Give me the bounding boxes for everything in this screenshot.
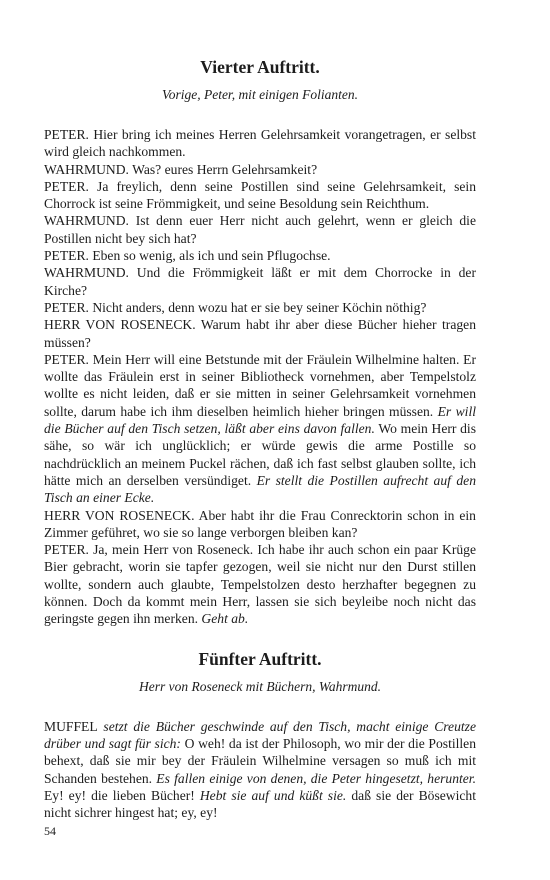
- speaker-name: WAHRMUND.: [44, 265, 129, 281]
- speech-text: Nicht anders, denn wozu hat er sie bey seiner Köchin nöthig?: [88, 299, 427, 315]
- page-number: 54: [44, 824, 56, 838]
- scene-4-subtitle: Vorige, Peter, mit einigen Folianten.: [161, 87, 359, 102]
- scene-divider-space: [44, 628, 476, 648]
- speaker-name: PETER.: [44, 178, 89, 194]
- scene-4-dialogue: [44, 126, 476, 628]
- stage-direction: Er stellt die Postillen aufrecht auf den Tisch an einer Ecke.: [44, 472, 476, 506]
- speech-line: [44, 351, 476, 507]
- speaker-name: PETER.: [44, 127, 89, 142]
- speech-text: Und die Frömmigkeit läßt er mit dem Chorrocke in der Kirche?: [44, 265, 476, 298]
- scene-4-title: Vierter Auftritt.: [200, 57, 320, 77]
- speech-text: Ist denn euer Herr nicht auch gelehrt, wenn er gleich die Postillen nicht bey sich hat?: [44, 213, 476, 246]
- speech-line: [44, 178, 476, 213]
- speech-text: Ey! ey! die lieben Bücher!: [44, 787, 200, 803]
- speech-text: O weh! da ist der Philosoph, wo mir der die Postillen behext, daß sie mir bey der Fräulein Wilhelmine versagen so muß ich mit Schanden bestehen.: [44, 735, 477, 786]
- speech-line: [44, 316, 476, 351]
- stage-direction: setzt die Bücher geschwinde auf den Tisch, macht einige Creutze drüber und sagt für sich:: [44, 718, 476, 751]
- scene-5-title: Fünfter Auftritt.: [198, 648, 322, 669]
- speaker-name: MUFFEL: [44, 718, 98, 734]
- speaker-name: WAHRMUND.: [44, 161, 129, 177]
- speech-line: [44, 507, 476, 542]
- speaker-name: WAHRMUND.: [44, 213, 129, 229]
- speaker-name: PETER.: [44, 542, 89, 558]
- speech-line: [44, 161, 476, 178]
- speech-line: [44, 212, 476, 247]
- speech-text: Eben so wenig, als ich und sein Pflugochse.: [88, 248, 331, 264]
- stage-direction: Geht ab.: [201, 611, 249, 627]
- speaker-name: PETER.: [44, 299, 89, 315]
- speech-line: [44, 718, 476, 822]
- speaker-name: HERR VON ROSENECK.: [44, 317, 196, 333]
- speech-text: Wo mein Herr dis sähe, so wär ich unglücklich; er würde gewis die arme Postille so nachdrücklich an meinem Puckel rächen, daß ich fast selbst glauben sollte, ich hätte mich an derselben versündiget.: [44, 421, 476, 488]
- scene-5-dialogue: [44, 718, 476, 822]
- speech-text: Ja freylich, denn seine Postillen sind seine Gelehrsamkeit, sein Chorrock ist seine Frömmigkeit, und seine Besoldung sein Reichthum.: [44, 178, 476, 212]
- speech-line: [44, 541, 476, 627]
- speech-line: [44, 247, 476, 264]
- speech-text: Warum habt ihr aber diese Bücher hieher tragen müssen?: [44, 317, 476, 350]
- speaker-name: HERR VON ROSENECK.: [44, 507, 195, 523]
- speech-text: Ja, mein Herr von Roseneck. Ich habe ihr auch schon ein paar Krüge Bier gebracht, worin sie tapfer gezogen, weil sie nicht nur den Durst stillen wollte, sondern auch glaubte, Tempelstolzen desto herzhafter begegnen zu können. Doch da kommt mein Herr, lassen sie sich beyleibe noch nicht das geringste gegen ihn merken.: [44, 542, 476, 627]
- stage-direction: Es fallen einige von denen, die Peter hingesetzt, herunter.: [156, 770, 476, 786]
- scene-5-subtitle: Herr von Roseneck mit Büchern, Wahrmund.: [138, 678, 382, 694]
- speech-text: daß sie der Bösewicht nicht sichrer hingest hat; ey, ey!: [44, 787, 476, 821]
- speaker-name: PETER.: [44, 351, 89, 367]
- speech-text: Aber habt ihr die Frau Conrecktorin schon in ein Zimmer geführet, wo sie so lange verborgen bleiben kan?: [44, 507, 476, 540]
- speech-line: [44, 299, 476, 316]
- speech-text: Mein Herr will eine Betstunde mit der Fräulein Wilhelmine halten. Er wollte das Fräulein erst in seiner Bibliotheck vornehmen, aber Tempelstolz wollte es nicht leiden, daß er sie mitten in seiner Gelehrsamkeit vornehmen sollte, darum habe ich ihm dieselben heimlich hieher bringen müssen.: [44, 351, 476, 419]
- page-body: [44, 56, 476, 821]
- speech-line: [44, 126, 476, 161]
- stage-direction: Er will die Bücher auf den Tisch setzen, läßt aber eins davon fallen.: [44, 403, 477, 437]
- speech-text: Was? eures Herrn Gelehrsamkeit?: [128, 161, 318, 177]
- speech-text: Hier bring ich meines Herren Gelehrsamkeit vorangetragen, er selbst wird gleich nachkommen.: [44, 127, 476, 160]
- speech-line: [44, 264, 476, 299]
- speaker-name: PETER.: [44, 248, 89, 264]
- stage-direction: Hebt sie auf und küßt sie.: [199, 787, 347, 803]
